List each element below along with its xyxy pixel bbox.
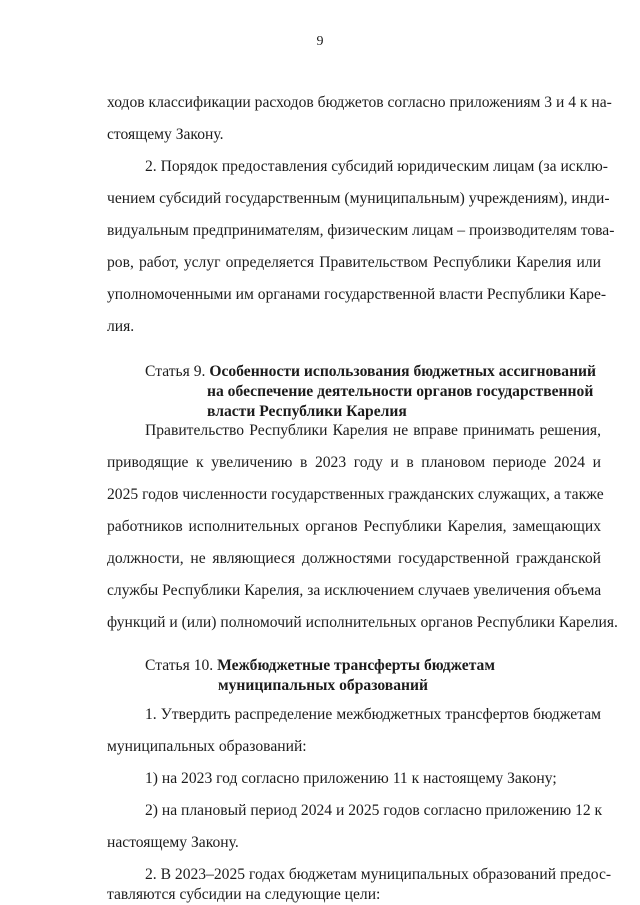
text-line: службы Республики Карелия, за исключением случаев увеличения объема — [107, 582, 602, 599]
list-item: 1) на 2023 год согласно приложению 11 к настоящему Закону; — [145, 770, 557, 787]
text-line: муниципальных образований: — [107, 738, 307, 755]
article-10-heading — [145, 656, 605, 696]
text-line: видуальным предпринимателям, физическим лицам – производителям това- — [107, 222, 615, 239]
text-line: 1. Утвердить распределение межбюджетных трансфертов бюджетам — [145, 706, 601, 723]
article-9-heading — [145, 362, 605, 422]
article-9-label: Статья 9. — [145, 363, 206, 380]
text-line: чением субсидий государственным (муниципальным) учреждениям), инди- — [107, 190, 610, 207]
text-line: приводящие к увеличению в 2023 году и в плановом периоде 2024 и — [107, 454, 601, 471]
article-9-title-line-1: Особенности использования бюджетных ассигнований — [209, 363, 597, 380]
text-line: Правительство Республики Карелия не вправе принимать решения, — [145, 422, 601, 439]
article-10-title-line-1: Межбюджетные трансферты бюджетам — [217, 657, 495, 674]
text-line: ходов классификации расходов бюджетов согласно приложениям 3 и 4 к на- — [107, 94, 612, 111]
article-9-title-line-2: на обеспечение деятельности органов государственной — [207, 383, 594, 400]
text-line: настоящему Закону. — [107, 834, 239, 851]
text-line: 2. Порядок предоставления субсидий юридическим лицам (за исклю- — [145, 158, 608, 175]
text-line: лия. — [107, 318, 135, 335]
article-9-title-line-3: власти Республики Карелия — [207, 403, 407, 420]
text-line: уполномоченными им органами государственной власти Республики Каре- — [107, 286, 607, 303]
page-number: 9 — [316, 34, 324, 49]
list-item: 2) на плановый период 2024 и 2025 годов согласно приложению 12 к — [145, 802, 603, 819]
text-line: ров, работ, услуг определяется Правительством Республики Карелия или — [107, 254, 601, 271]
text-line: 2025 годов численности государственных гражданских служащих, а также — [107, 486, 604, 503]
text-line: 2. В 2023–2025 годах бюджетам муниципальных образований предос- — [145, 866, 612, 883]
text-line: работников исполнительных органов Республики Карелия, замещающих — [107, 518, 601, 535]
text-line: должности, не являющиеся должностями государственной гражданской — [107, 550, 601, 567]
text-line: тавляются субсидии на следующие цели: — [107, 886, 381, 903]
text-line: функций и (или) полномочий исполнительных органов Республики Карелия. — [107, 614, 618, 631]
text-line: стоящему Закону. — [107, 126, 224, 143]
article-10-title-line-2: муниципальных образований — [218, 677, 428, 694]
article-10-label: Статья 10. — [145, 657, 214, 674]
